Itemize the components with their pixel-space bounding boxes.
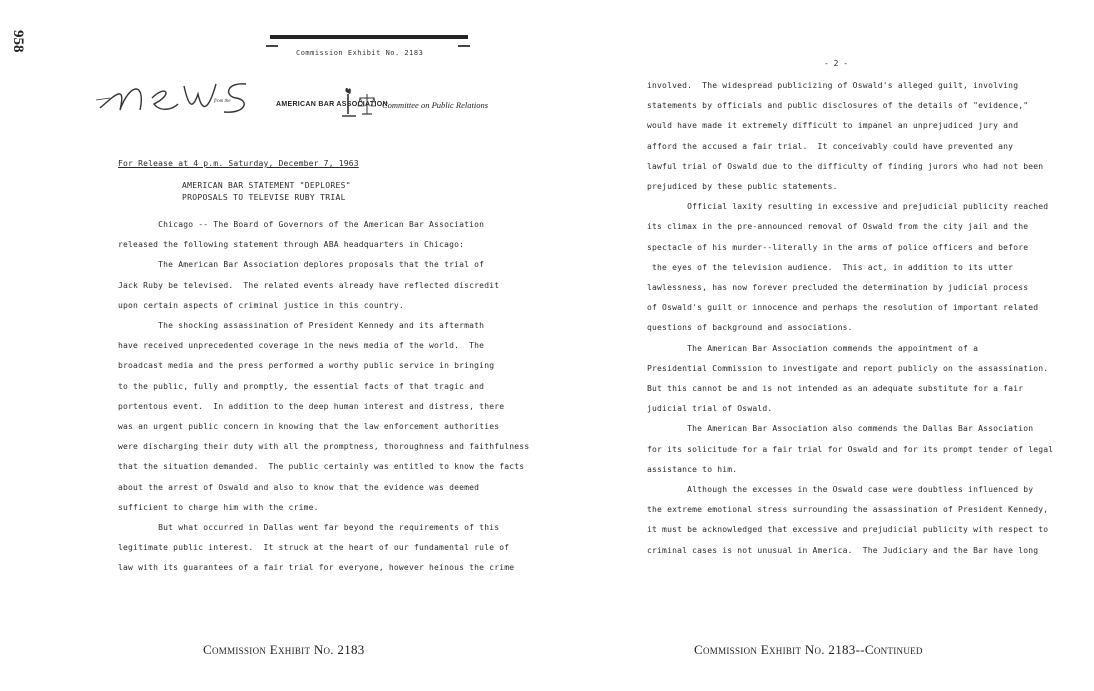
text-line: of Oswald's guilt or innocence and perhaps the resolution of important related [647,303,1039,313]
release-line: For Release at 4 p.m. Saturday, December 7, 1963 [118,159,359,168]
text-line: released the following statement through ABA headquarters in Chicago: [118,240,465,250]
association-name: AMERICAN BAR ASSOCIATION [276,101,388,108]
text-line: criminal cases is not unusual in America. The Judiciary and the Bar have long [647,545,1039,555]
text-line: The American Bar Association commends the appointment of a [647,343,979,353]
text-line: that the situation demanded. The public certainly was entitled to know the facts [118,462,525,472]
text-line: prejudiced by these public statements. [647,182,838,192]
text-line: Chicago -- The Board of Governors of the American Bar Association [118,220,485,229]
torch-scales-icon [340,84,376,124]
text-line: to the public, fully and promptly, the essential facts of that tragic and [118,381,485,391]
exhibit-header: Commission Exhibit No. 2183 [296,49,424,57]
text-line: about the arrest of Oswald and also to know that the evidence was deemed [118,482,480,492]
text-line: for its solicitude for a fair trial for Oswald and for its prompt tender of legal [647,444,1054,454]
text-line: legitimate public interest. It struck at the heart of our fundamental rule of [118,543,510,553]
text-line: assistance to him. [647,464,738,474]
text-line: The shocking assassination of President Kennedy and its aftermath [118,321,485,331]
text-line: have received unprecedented coverage in the news media of the world. The [118,341,485,351]
text-line: statements by officials and public disclosures of the details of "evidence," [647,101,1029,111]
headline-line: PROPOSALS TO TELEVISE RUBY TRIAL [182,193,346,202]
text-line: spectacle of his murder--literally in the arms of police officers and before [647,242,1029,252]
text-line: were discharging their duty with all the promptness, thoroughness and faithfulness [118,442,530,452]
text-line: Jack Ruby be televised. The related events already have reflected discredit [118,280,500,290]
left-caption: Commission Exhibit No. 2183 [203,642,365,657]
letterhead-officers [446,115,504,139]
text-line: Although the excesses in the Oswald case were doubtless influenced by [647,485,1034,495]
page-marker: - 2 - [824,59,849,68]
text-line: questions of background and associations. [647,323,853,333]
left-body-text [118,215,530,579]
letterhead-rule-left [266,45,278,47]
headline-line: AMERICAN BAR STATEMENT "DEPLORES" [182,181,351,190]
text-line: afford the accused a fair trial. It conceivably could have prevented any [647,141,1014,151]
committee-name: Committee on Public Relations [382,100,488,110]
text-line: its climax in the pre-announced removal of Oswald from the city jail and the [647,222,1029,232]
text-line: the extreme emotional stress surrounding the assassination of President Kennedy, [647,505,1049,515]
text-line: lawlessness, has now forever precluded the determination by judicial process [647,283,1029,293]
text-line: But what occurred in Dallas went far beyond the requirements of this [118,523,500,533]
text-line: portentous event. In addition to the deep human interest and distress, there [118,401,505,411]
text-line: judicial trial of Oswald. [647,404,773,414]
text-line: law with its guarantees of a fair trial for everyone, however heinous the crime [118,563,515,573]
text-line: was an urgent public concern in knowing that the law enforcement authorities [118,422,500,432]
letterhead-address [426,45,504,69]
text-line: broadcast media and the press performed a worthy public service in bringing [118,361,495,371]
text-line: Presidential Commission to investigate and report publicly on the assassination. [647,363,1049,373]
right-body-text [647,76,1054,561]
letterhead-rule [270,35,468,39]
right-caption: Commission Exhibit No. 2183--Continued [694,642,923,657]
text-line: But this cannot be and is not intended as an adequate substitute for a fair [647,384,1024,394]
text-line: involved. The widespread publicizing of Oswald's alleged guilt, involving [647,81,1019,90]
text-line: sufficient to charge him with the crime. [118,502,319,512]
text-line: lawful trial of Oswald due to the difficulty of finding jurors who had not been [647,161,1044,171]
logo-small-text: from the [214,99,231,104]
text-line: the eyes of the television audience. This act, in addition to its utter [647,262,1014,272]
text-line: upon certain aspects of criminal justice in this country. [118,300,404,310]
headline [182,180,351,204]
text-line: would have made it extremely difficult to impanel an unprejudiced jury and [647,121,1019,131]
news-logo [96,64,286,124]
page-number: 958 [10,30,26,53]
text-line: it must be acknowledged that excessive and prejudicial publicity with respect to [647,525,1049,535]
text-line: Official laxity resulting in excessive and prejudicial publicity reached [647,202,1049,212]
text-line: The American Bar Association also commends the Dallas Bar Association [647,424,1034,434]
text-line: The American Bar Association deplores proposals that the trial of [118,260,485,270]
